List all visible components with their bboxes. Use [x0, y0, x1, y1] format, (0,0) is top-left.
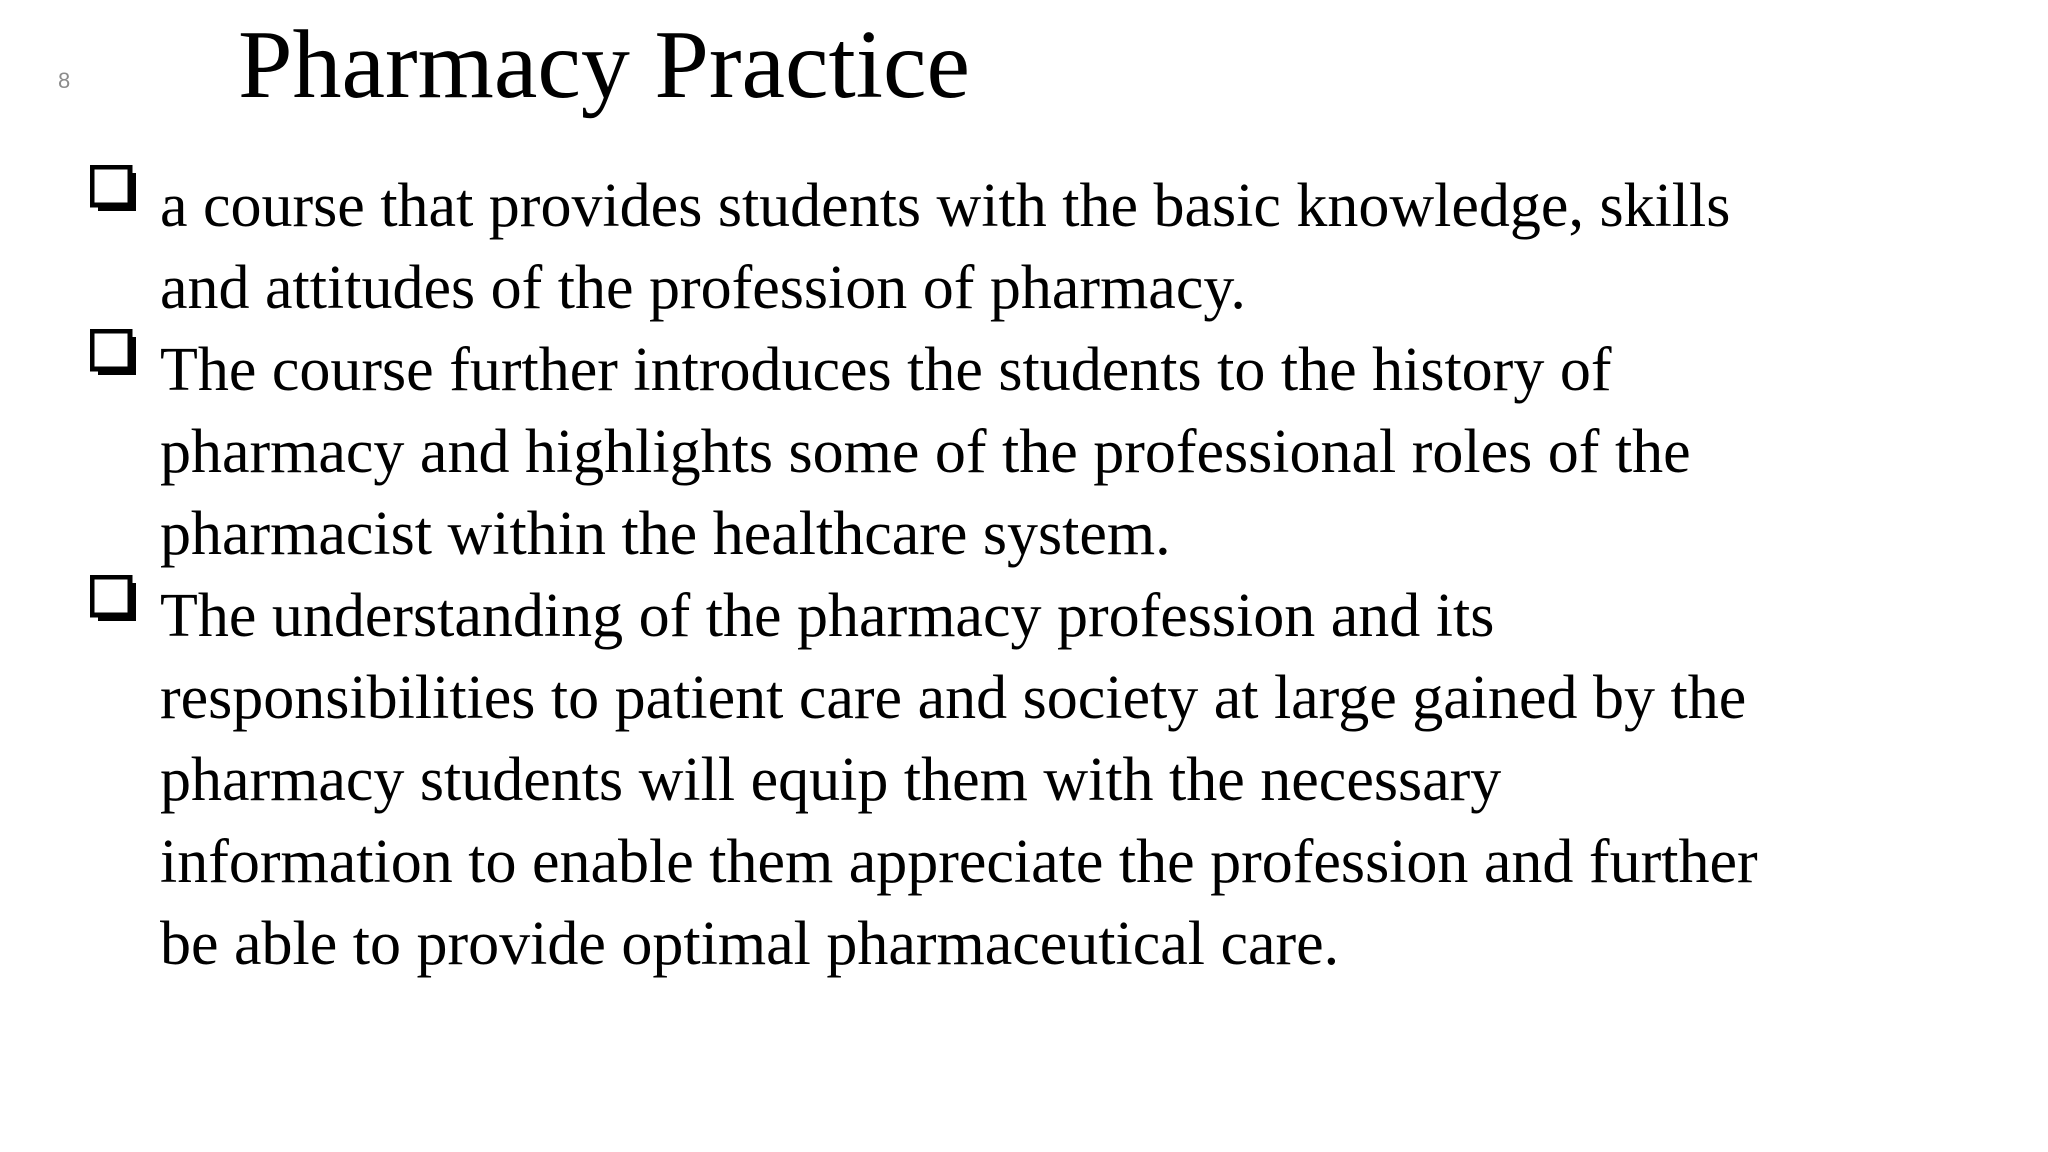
hollow-square-shadow-icon [90, 329, 142, 381]
bullet-line: be able to provide optimal pharmaceutical care. [160, 910, 1340, 978]
slide-title: Pharmacy Practice [238, 11, 970, 119]
bullet-item [86, 329, 1986, 575]
hollow-square-shadow-icon [90, 575, 142, 627]
bullet-item [86, 575, 1986, 985]
bullet-line: pharmacy and highlights some of the professional roles of the [160, 418, 1691, 486]
bullet-item [86, 165, 1986, 329]
bullet-line: pharmacy students will equip them with the necessary [160, 746, 1502, 814]
bullet-line: a course that provides students with the basic knowledge, skills [160, 172, 1731, 240]
slide-number: 8 [58, 68, 71, 93]
hollow-square-shadow-icon [90, 165, 142, 217]
bullet-line: and attitudes of the profession of pharmacy. [160, 254, 1246, 322]
bullet-line: The understanding of the pharmacy profession and its [160, 582, 1495, 650]
bullet-line: The course further introduces the students to the history of [160, 336, 1612, 404]
bullet-line: responsibilities to patient care and society at large gained by the [160, 664, 1747, 732]
bullet-line: information to enable them appreciate the profession and further [160, 828, 1758, 896]
bullet-list [86, 165, 1986, 985]
bullet-line: pharmacist within the healthcare system. [160, 500, 1171, 568]
